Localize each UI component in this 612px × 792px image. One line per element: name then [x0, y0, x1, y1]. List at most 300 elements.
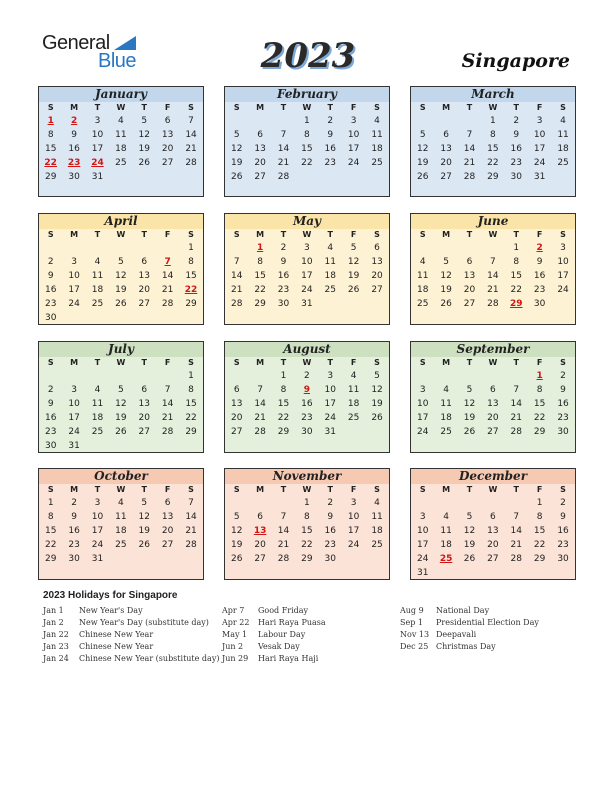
weekday-label: M	[442, 485, 451, 494]
day-cell	[295, 170, 318, 184]
weekday-label: W	[116, 230, 126, 239]
day-cell	[434, 241, 457, 255]
day-cell: 2	[71, 498, 77, 508]
day-cell: 12	[115, 399, 127, 409]
day-cell: 22	[510, 285, 522, 295]
day-cell: 30	[557, 554, 569, 564]
day-cell: 5	[118, 257, 124, 267]
day-cell: 4	[327, 243, 334, 253]
day-cell: 14	[487, 271, 499, 281]
week-row	[225, 397, 389, 411]
weekday-label: M	[70, 103, 79, 112]
day-cell: 2	[47, 385, 54, 395]
holiday-date: Apr 7	[222, 606, 245, 615]
day-cell: 29	[533, 554, 546, 564]
day-cell	[225, 241, 248, 255]
day-cell: 27	[138, 427, 150, 437]
holiday-name: Labour Day	[258, 630, 306, 639]
weekday-label: T	[280, 485, 287, 494]
day-cell	[156, 311, 179, 325]
day-cell: 21	[161, 413, 174, 423]
day-cell: 14	[277, 526, 290, 536]
day-cell: 31	[533, 172, 546, 182]
day-cell: 17	[347, 526, 360, 536]
day-cell	[248, 496, 271, 510]
weekday-label: T	[141, 230, 147, 239]
holiday-date: Jan 1	[43, 606, 64, 615]
weekday-label: S	[374, 103, 380, 112]
holiday-day-cell: 2	[70, 116, 78, 126]
day-cell: 23	[533, 285, 546, 295]
weekday-label: T	[141, 103, 147, 112]
month-august	[224, 341, 390, 453]
weekday-label: T	[280, 358, 287, 367]
week-row	[225, 241, 389, 255]
day-cell: 2	[513, 116, 520, 126]
day-cell: 27	[463, 299, 476, 309]
weekday-label: F	[350, 358, 357, 367]
day-cell: 2	[304, 371, 310, 381]
week-row	[411, 496, 575, 510]
day-cell: 16	[557, 399, 569, 409]
weekday-label: S	[233, 358, 240, 367]
day-cell: 15	[277, 399, 290, 409]
day-cell	[342, 552, 365, 566]
country-title: Singapore	[461, 50, 570, 72]
weekday-header	[39, 357, 203, 369]
day-cell	[458, 114, 481, 128]
day-cell	[156, 241, 179, 255]
weekday-label: W	[302, 485, 312, 494]
day-cell: 13	[161, 130, 174, 140]
day-cell: 11	[347, 385, 360, 395]
weekday-label: M	[70, 230, 79, 239]
day-cell: 9	[513, 130, 520, 140]
day-cell: 21	[277, 540, 290, 550]
day-cell	[133, 170, 156, 184]
day-cell: 25	[371, 158, 383, 168]
day-cell: 19	[371, 399, 383, 409]
weekday-label: S	[560, 358, 566, 367]
day-cell: 4	[118, 116, 124, 126]
day-cell	[109, 552, 132, 566]
week-row	[225, 114, 389, 128]
day-cell	[156, 170, 179, 184]
week-row	[411, 156, 575, 170]
month-name: May	[225, 214, 389, 229]
day-cell: 14	[463, 144, 476, 154]
day-cell: 15	[185, 399, 197, 409]
day-cell: 20	[254, 540, 266, 550]
month-name: July	[39, 342, 203, 357]
weekday-label: M	[256, 485, 265, 494]
day-cell: 30	[44, 441, 57, 451]
week-row	[411, 566, 575, 580]
day-cell: 12	[371, 385, 383, 395]
holiday-row	[222, 605, 326, 617]
day-cell: 17	[557, 271, 569, 281]
week-row	[39, 114, 203, 128]
day-cell	[551, 566, 574, 580]
week-row	[225, 496, 389, 510]
weekday-label: T	[513, 485, 519, 494]
brand-line1: General	[42, 32, 110, 54]
day-cell: 29	[301, 554, 313, 564]
day-cell: 6	[164, 116, 171, 126]
weekday-header	[225, 484, 389, 496]
month-name: September	[411, 342, 575, 357]
week-row	[411, 170, 575, 184]
weekday-label: T	[280, 103, 287, 112]
day-cell: 21	[230, 285, 243, 295]
weekday-label: S	[374, 230, 380, 239]
day-cell: 11	[440, 399, 452, 409]
day-cell: 19	[138, 144, 150, 154]
day-cell: 31	[416, 568, 429, 578]
day-cell: 21	[185, 144, 197, 154]
day-cell: 12	[463, 526, 476, 536]
day-cell: 12	[138, 130, 150, 140]
day-cell: 21	[254, 413, 266, 423]
day-cell: 18	[115, 144, 127, 154]
day-cell: 10	[557, 257, 569, 267]
day-cell: 26	[115, 299, 127, 309]
day-cell: 22	[44, 540, 57, 550]
weekday-label: S	[233, 485, 240, 494]
day-cell	[342, 425, 365, 439]
day-cell: 12	[230, 144, 243, 154]
day-cell: 27	[254, 172, 266, 182]
day-cell: 24	[557, 285, 569, 295]
day-cell: 28	[510, 554, 522, 564]
day-cell: 26	[463, 554, 476, 564]
day-cell: 7	[513, 512, 520, 522]
day-cell: 3	[327, 371, 334, 381]
week-row	[39, 425, 203, 439]
day-cell: 25	[371, 540, 383, 550]
day-cell: 1	[513, 243, 520, 253]
weekday-label: T	[280, 230, 287, 239]
day-cell: 13	[138, 271, 150, 281]
day-cell: 31	[324, 427, 336, 437]
day-cell: 17	[68, 413, 80, 423]
day-cell: 17	[91, 526, 104, 536]
day-cell: 1	[280, 371, 287, 381]
day-cell: 29	[533, 427, 546, 437]
day-cell: 11	[557, 130, 569, 140]
week-row	[39, 538, 203, 552]
weekday-label: W	[116, 358, 126, 367]
week-row	[39, 297, 203, 311]
day-cell: 23	[301, 413, 313, 423]
week-row	[39, 156, 203, 170]
weekday-label: M	[256, 103, 265, 112]
day-cell: 18	[91, 413, 104, 423]
holidays-title: 2023 Holidays for Singapore	[43, 590, 178, 601]
weekday-label: W	[302, 103, 312, 112]
day-cell: 3	[71, 257, 77, 267]
day-cell: 28	[185, 158, 197, 168]
holiday-date: Aug 9	[400, 606, 424, 615]
weekday-header	[411, 484, 575, 496]
day-cell: 21	[277, 158, 290, 168]
day-cell: 15	[301, 526, 313, 536]
week-row	[39, 269, 203, 283]
day-cell: 13	[254, 144, 266, 154]
day-cell: 6	[257, 512, 263, 522]
week-row	[225, 255, 389, 269]
day-cell: 7	[513, 385, 520, 395]
weekday-label: W	[302, 230, 312, 239]
day-cell: 30	[68, 172, 80, 182]
month-may	[224, 213, 390, 325]
day-cell: 19	[347, 271, 360, 281]
day-cell: 18	[440, 540, 452, 550]
day-cell: 8	[536, 512, 543, 522]
day-cell: 28	[161, 427, 174, 437]
day-cell: 3	[350, 498, 357, 508]
holiday-column	[400, 605, 539, 653]
holiday-column	[43, 605, 219, 665]
week-row	[39, 283, 203, 297]
day-cell	[342, 297, 365, 311]
week-row	[411, 283, 575, 297]
day-cell	[365, 425, 388, 439]
day-cell: 25	[91, 299, 104, 309]
day-cell	[411, 369, 434, 383]
day-cell: 5	[141, 116, 148, 126]
week-row	[39, 397, 203, 411]
day-cell: 16	[510, 144, 522, 154]
day-cell: 11	[324, 257, 336, 267]
day-cell: 23	[557, 540, 569, 550]
day-cell: 30	[301, 427, 313, 437]
month-name: June	[411, 214, 575, 229]
holiday-date: Nov 13	[400, 630, 430, 639]
day-cell: 25	[416, 299, 429, 309]
day-cell: 22	[533, 413, 546, 423]
week-row	[411, 538, 575, 552]
day-cell: 30	[533, 299, 546, 309]
day-cell: 20	[161, 144, 174, 154]
day-cell: 27	[161, 158, 174, 168]
day-cell: 6	[233, 385, 240, 395]
day-cell: 18	[347, 399, 360, 409]
day-cell: 1	[304, 498, 310, 508]
weekday-label: S	[419, 358, 426, 367]
day-cell: 30	[510, 172, 522, 182]
day-cell: 1	[188, 243, 194, 253]
day-cell: 17	[347, 144, 360, 154]
day-cell: 10	[347, 512, 360, 522]
day-cell: 3	[94, 116, 101, 126]
day-cell: 7	[188, 116, 194, 126]
holiday-day-cell: 9	[303, 385, 310, 395]
weekday-label: F	[536, 230, 543, 239]
day-cell: 5	[419, 130, 426, 140]
day-cell: 25	[115, 158, 127, 168]
week-row	[411, 369, 575, 383]
holiday-name: National Day	[436, 606, 490, 615]
weekday-label: S	[188, 230, 194, 239]
day-cell: 7	[188, 498, 194, 508]
holiday-date: Dec 25	[400, 642, 429, 651]
day-cell: 27	[161, 540, 174, 550]
day-cell	[551, 170, 574, 184]
day-cell: 25	[324, 285, 336, 295]
day-cell: 13	[230, 399, 243, 409]
weekday-label: S	[374, 485, 380, 494]
day-cell	[248, 369, 271, 383]
day-cell: 27	[138, 299, 150, 309]
weekday-label: M	[442, 358, 451, 367]
day-cell: 31	[91, 172, 104, 182]
day-cell: 10	[91, 130, 104, 140]
weekday-header	[39, 484, 203, 496]
day-cell: 13	[138, 399, 150, 409]
day-cell: 5	[118, 385, 124, 395]
day-cell: 16	[44, 285, 57, 295]
day-cell: 15	[185, 271, 197, 281]
day-cell: 16	[44, 413, 57, 423]
weekday-header	[411, 357, 575, 369]
weekday-label: S	[374, 358, 380, 367]
day-cell: 1	[490, 116, 496, 126]
day-cell: 25	[347, 413, 360, 423]
day-cell: 9	[280, 257, 287, 267]
holiday-date: May 1	[222, 630, 248, 639]
day-cell: 12	[115, 271, 127, 281]
day-cell: 29	[44, 554, 57, 564]
day-cell: 7	[164, 385, 171, 395]
month-name: December	[411, 469, 575, 484]
day-cell: 6	[141, 385, 148, 395]
day-cell	[342, 170, 365, 184]
weekday-label: T	[94, 485, 101, 494]
day-cell: 31	[91, 554, 104, 564]
day-cell: 10	[324, 385, 336, 395]
week-row	[411, 411, 575, 425]
holiday-date: Jun 2	[222, 642, 244, 651]
weekday-header	[39, 102, 203, 114]
day-cell: 6	[490, 385, 496, 395]
day-cell: 27	[440, 172, 452, 182]
day-cell: 5	[443, 257, 449, 267]
day-cell: 13	[487, 526, 499, 536]
weekday-label: S	[188, 485, 194, 494]
day-cell: 5	[233, 130, 240, 140]
holiday-date: Jan 2	[43, 618, 64, 627]
day-cell: 26	[115, 427, 127, 437]
day-cell: 19	[416, 158, 429, 168]
weekday-label: F	[536, 358, 543, 367]
holiday-row	[222, 641, 326, 653]
day-cell: 6	[164, 498, 171, 508]
holiday-name: New Year's Day	[79, 606, 143, 615]
day-cell: 14	[510, 526, 522, 536]
day-cell: 19	[440, 285, 452, 295]
day-cell: 24	[68, 299, 80, 309]
day-cell	[248, 114, 271, 128]
day-cell: 19	[463, 540, 476, 550]
day-cell	[156, 439, 179, 453]
day-cell	[109, 170, 132, 184]
week-row	[39, 170, 203, 184]
day-cell: 26	[416, 172, 429, 182]
holiday-row	[43, 653, 219, 665]
day-cell: 15	[254, 271, 266, 281]
weekday-label: T	[466, 103, 473, 112]
month-october	[38, 468, 204, 580]
day-cell	[411, 496, 434, 510]
weekday-label: F	[164, 485, 171, 494]
day-cell	[411, 241, 434, 255]
day-cell: 30	[68, 554, 80, 564]
day-cell	[272, 114, 295, 128]
month-december	[410, 468, 576, 580]
week-row	[225, 552, 389, 566]
day-cell: 12	[440, 271, 452, 281]
day-cell: 28	[277, 554, 290, 564]
day-cell: 16	[324, 526, 336, 536]
day-cell: 16	[277, 271, 290, 281]
weekday-label: T	[327, 230, 333, 239]
holiday-date: Jun 29	[222, 654, 249, 663]
holiday-day-cell: 1	[536, 371, 543, 381]
day-cell: 3	[419, 512, 426, 522]
weekday-label: M	[442, 103, 451, 112]
day-cell: 1	[536, 498, 543, 508]
day-cell: 26	[138, 158, 150, 168]
week-row	[225, 142, 389, 156]
weekday-label: T	[327, 103, 333, 112]
day-cell: 31	[68, 441, 80, 451]
day-cell: 23	[68, 540, 80, 550]
weekday-label: T	[94, 103, 101, 112]
day-cell: 20	[487, 413, 499, 423]
week-row	[39, 142, 203, 156]
holiday-name: Christmas Day	[436, 642, 496, 651]
weekday-header	[225, 102, 389, 114]
weekday-label: S	[233, 230, 240, 239]
day-cell: 15	[533, 526, 546, 536]
day-cell: 10	[416, 526, 429, 536]
day-cell	[133, 369, 156, 383]
year-title: 2023	[260, 36, 356, 76]
week-row	[411, 114, 575, 128]
day-cell	[156, 552, 179, 566]
day-cell: 1	[304, 116, 310, 126]
day-cell: 2	[327, 498, 334, 508]
day-cell	[62, 311, 85, 325]
day-cell	[411, 114, 434, 128]
day-cell: 8	[47, 130, 54, 140]
day-cell: 10	[347, 130, 360, 140]
day-cell: 9	[47, 271, 54, 281]
day-cell: 5	[233, 512, 240, 522]
day-cell: 9	[327, 130, 334, 140]
day-cell	[434, 369, 457, 383]
day-cell: 18	[91, 285, 104, 295]
weekday-label: S	[560, 103, 566, 112]
day-cell: 15	[301, 144, 313, 154]
day-cell: 17	[301, 271, 313, 281]
day-cell: 21	[510, 540, 522, 550]
day-cell: 29	[185, 427, 197, 437]
day-cell: 19	[463, 413, 476, 423]
weekday-label: T	[466, 358, 473, 367]
day-cell: 4	[374, 498, 380, 508]
